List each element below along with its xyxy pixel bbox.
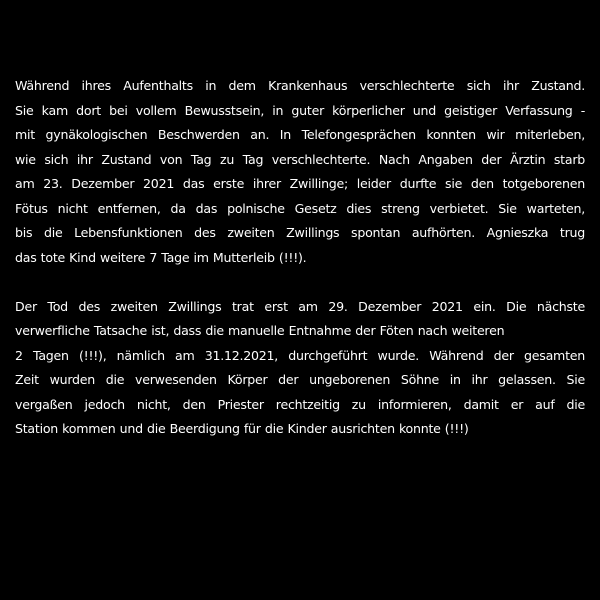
paragraph-line: Zeit wurden die verwesenden Körper der ungeborenen Söhne in ihr gelassen. Sie [15,372,585,387]
paragraph-line: verwerfliche Tatsache ist, dass die manuelle Entnahme der Föten nach weiteren [15,323,505,338]
paragraph-line: am 23. Dezember 2021 das erste ihrer Zwillinge; leider durfte sie den totgeborenen [15,176,585,191]
paragraph-line: das tote Kind weitere 7 Tage im Mutterleib (!!!). [15,249,307,265]
paragraph-line: bis die Lebensfunktionen des zweiten Zwillings spontan aufhörten. Agnieszka trug [15,225,585,240]
paragraph-2 [15,295,585,442]
text-block [15,74,585,442]
paragraph-1 [15,74,585,270]
paragraph-line: Station kommen und die Beerdigung für die Kinder ausrichten konnte (!!!) [15,421,469,436]
paragraph-line: vergaßen jedoch nicht, den Priester rechtzeitig zu informieren, damit er auf die [15,396,585,412]
paragraph-spacer [15,270,585,295]
paragraph-line: mit gynäkologischen Beschwerden an. In Telefongesprächen konnten wir miterleben, [15,127,585,142]
paragraph-line: wie sich ihr Zustand von Tag zu Tag verschlechterte. Nach Angaben der Ärztin starb [15,151,585,167]
paragraph-line: 2 Tagen (!!!), nämlich am 31.12.2021, durchgeführt wurde. Während der gesamten [15,347,585,363]
paragraph-line: Sie kam dort bei vollem Bewusstsein, in guter körperlicher und geistiger Verfassung - [15,102,585,118]
paragraph-line: Während ihres Aufenthalts in dem Krankenhaus verschlechterte sich ihr Zustand. [15,78,585,93]
paragraph-line: Der Tod des zweiten Zwillings trat erst am 29. Dezember 2021 ein. Die nächste [15,298,585,314]
paragraph-line: Fötus nicht entfernen, da das polnische Gesetz dies streng verbietet. Sie warteten, [15,200,585,216]
